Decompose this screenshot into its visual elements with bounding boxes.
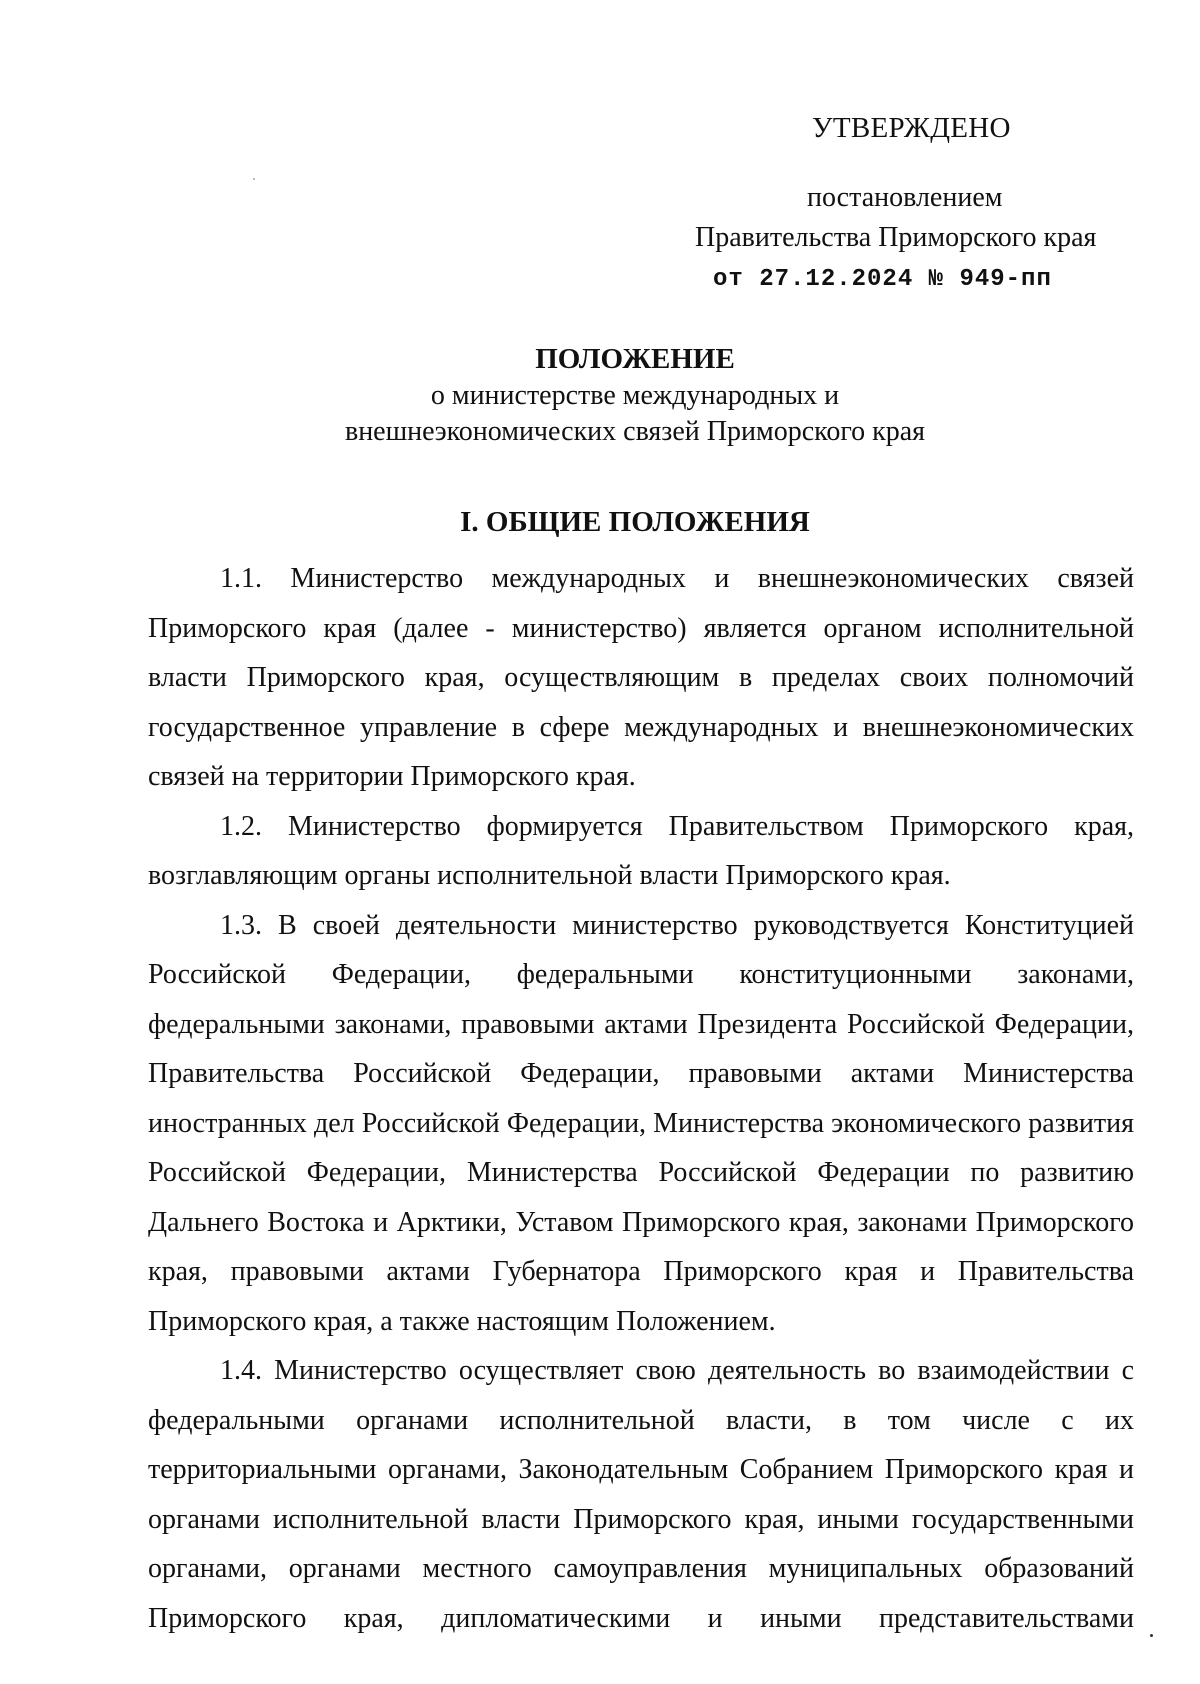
- scan-speck: [253, 178, 255, 180]
- section-body: [148, 554, 1134, 1643]
- decree-line: Правительства Приморского края: [695, 222, 1097, 253]
- paragraph: 1.1. Министерство международных и внешнеэкономических связей Приморского края (далее - министерство) является органом исполнительной власти Приморского края, осуществляющим в пределах своих полномочий государственное управление в сфере международных и внешнеэкономических связей на территории Приморского края.: [148, 563, 1134, 792]
- paragraph: 1.2. Министерство формируется Правительством Приморского края, возглавляющим органы исполнительной власти Приморского края.: [148, 810, 1134, 891]
- approval-stamp: УТВЕРЖДЕНО: [812, 112, 1011, 144]
- scan-speck: [1150, 1634, 1153, 1637]
- document-heading: [0, 340, 1200, 450]
- decree-number: от 27.12.2024 № 949-пп: [713, 266, 1052, 293]
- decree-line: постановлением: [807, 182, 1003, 213]
- section-title: I. ОБЩИЕ ПОЛОЖЕНИЯ: [460, 506, 810, 538]
- decree-reference: [695, 178, 1115, 300]
- document-subtitle: о министерстве международных и: [430, 380, 840, 411]
- document-subtitle: внешнеэкономических связей Приморского края: [344, 416, 926, 447]
- paragraph: 1.3. В своей деятельности министерство руководствуется Конституцией Российской Федерации, федеральными конституционными законами, федеральными законами, правовыми актами Президента Российской Федерации, Правительства Российской Федерации, правовыми актами Министерства иностранных дел Российской Федерации, Министерства экономического развития Российской Федерации, Министерства Российской Федерации по развитию Дальнего Востока и Арктики, Уставом Приморского края, законами Приморского края, правовыми актами Губернатора Приморского края и Правительства Приморского края, а также настоящим Положением.: [148, 909, 1134, 1337]
- paragraph: 1.4. Министерство осуществляет свою деятельность во взаимодействии с федеральными органами исполнительной власти, в том числе с их территориальными органами, Законодательным Собранием Приморского края и органами исполнительной власти Приморского края, иными государственными органами, органами местного самоуправления муниципальных образований Приморского края, дипломатическими и иными представительствами: [148, 1355, 1134, 1634]
- document-title: ПОЛОЖЕНИЕ: [535, 343, 735, 375]
